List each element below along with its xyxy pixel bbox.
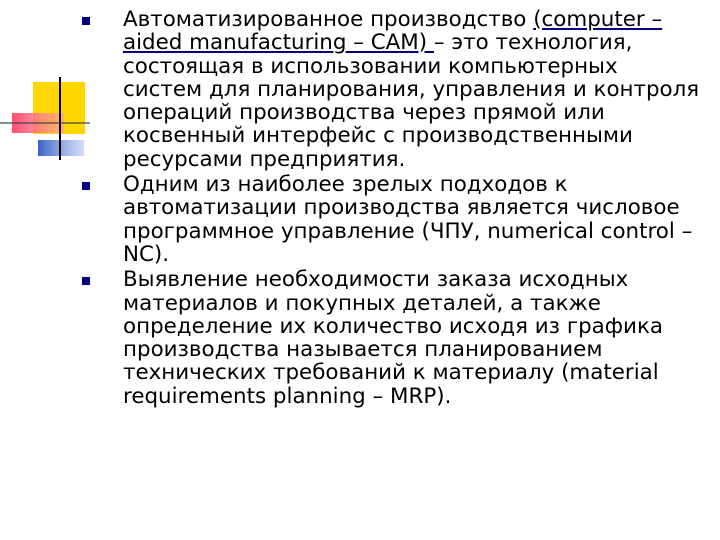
square-bullet-icon (82, 277, 90, 285)
decorative-logo (0, 0, 90, 170)
square-bullet-icon (82, 182, 90, 190)
bullet-text: Выявление необходимости заказа исходных материалов и покупных деталей, а также определение их количество исходя из графика производства называется планированием технических требований к материалу (material requirements planning – MRP). (123, 267, 663, 409)
cam-link[interactable]: (computer –aided manufacturing – CAM) (123, 7, 663, 56)
bullet-text-suffix: – это технология, состоящая в использовании компьютерных систем для планирования, управления и контроля операций производства через прямой или косвенный интерфейс с производственными ресурсами предприятия. (123, 30, 700, 172)
bullet-item-cam (82, 8, 702, 171)
bullet-text: Одним из наиболее зрелых подходов к автоматизации производства является числовое программное управление (ЧПУ, numerical control – NC). (123, 172, 693, 267)
bullet-item-mrp (82, 268, 702, 408)
bullet-item-nc (82, 173, 702, 266)
bullet-text (123, 7, 699, 172)
decorative-logo-icon (0, 0, 90, 170)
bullet-text-prefix: Автоматизированное производство (123, 7, 534, 32)
square-bullet-icon (82, 17, 90, 25)
bullet-list (82, 8, 702, 408)
